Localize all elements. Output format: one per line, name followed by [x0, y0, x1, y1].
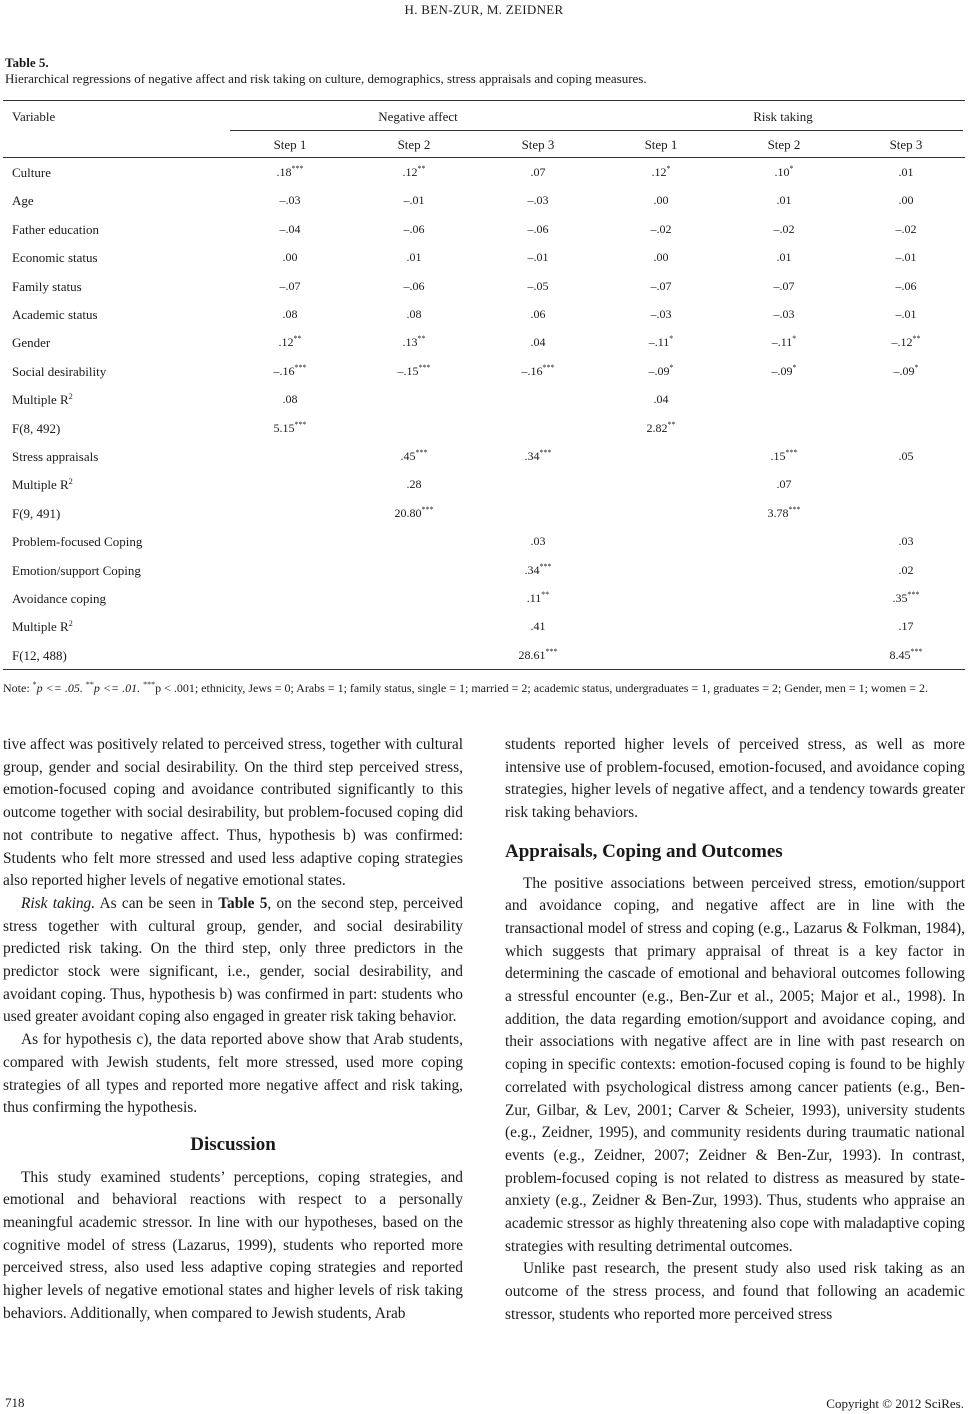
table-cell: 28.61*** — [518, 646, 558, 662]
group-header-risk-taking: Risk taking — [753, 109, 813, 124]
copyright: Copyright © 2012 SciRes. — [826, 1396, 964, 1411]
paragraph: tive affect was positively related to perceived stress, together with cultural group, gender and social desirability. On the third step perceived stress, emotion-focused coping and avoidance contributed significantly to this outcome together with social desirability, but problem-focused coping did not contribute to negative affect. Thus, hypothesis b) was confirmed: Students who felt more stressed and used less adaptive coping strategies also reported higher levels of negative emotional states. — [3, 736, 463, 890]
table-caption: Hierarchical regressions of negative affect and risk taking on culture, demographics, stress appraisals and coping measures. — [5, 71, 647, 86]
col-header-step: Step 3 — [889, 137, 923, 152]
group-header-rule — [230, 130, 963, 131]
table-cell: .34*** — [524, 448, 552, 463]
table-cell: .13** — [402, 334, 426, 350]
table-row — [3, 585, 965, 613]
table-reference: Table 5 — [218, 894, 268, 912]
row-label: Problem-focused Coping — [12, 534, 143, 550]
group-header-negative-affect: Negative affect — [378, 109, 458, 124]
paragraph: Unlike past research, the present study also used risk taking as an outcome of the stress process, and found that following an academic stressor, students who reported more perceived stress — [505, 1260, 965, 1323]
table-row — [3, 528, 965, 556]
table-cell: –.12** — [891, 334, 921, 350]
left-text-column — [3, 734, 463, 1326]
table-row — [3, 187, 965, 215]
table-cell: –.05 — [527, 278, 549, 293]
table-cell: –.02 — [773, 221, 795, 236]
row-label: Multiple $R^2$ — [12, 477, 73, 493]
row-label: Avoidance coping — [12, 591, 106, 606]
right-text-column — [505, 734, 965, 1327]
row-label: Gender — [12, 335, 51, 351]
table-row — [3, 613, 965, 641]
table-cell: –.06 — [895, 278, 917, 293]
table-cell: –.06 — [403, 221, 425, 236]
table-cell: .01 — [898, 165, 914, 179]
table-cell: .45*** — [400, 448, 428, 463]
col-header-step: Step 1 — [273, 137, 307, 152]
row-label: Multiple $R^2$ — [12, 392, 73, 408]
table-cell: .04 — [530, 335, 546, 350]
row-label: Family status — [12, 278, 82, 294]
table-cell: .10* — [774, 164, 794, 179]
table-row — [3, 273, 965, 301]
run-in-heading: Risk taking. — [21, 894, 96, 912]
page-number: 718 — [5, 1395, 25, 1410]
table-cell: .41 — [530, 619, 546, 634]
table-cell: .02 — [898, 562, 914, 577]
table-cell: –.09* — [893, 362, 919, 378]
table-cell: .00 — [653, 250, 669, 265]
running-head: H. BEN-ZUR, M. ZEIDNER — [404, 2, 564, 17]
table-cell: .01 — [776, 250, 792, 265]
table-row — [3, 415, 965, 443]
table-cell: –.01 — [895, 307, 917, 321]
table-cell: .06 — [530, 307, 546, 321]
table-cell: .35*** — [892, 590, 920, 605]
col-header-step: Step 2 — [397, 137, 431, 152]
row-label: Age — [12, 193, 34, 209]
table-cell: .03 — [898, 534, 914, 549]
table-cell: .28 — [406, 477, 422, 492]
table-cell: .12* — [651, 164, 671, 179]
table-cell: .08 — [406, 307, 422, 321]
table-cell: –.03 — [279, 193, 301, 208]
row-label: F(9, 491) — [12, 505, 61, 521]
table-row — [3, 557, 965, 585]
table-cell: .01 — [406, 250, 422, 265]
table-cell: .08 — [282, 392, 298, 407]
table-cell: –.09* — [648, 362, 674, 378]
table-cell: .01 — [776, 193, 792, 208]
table-cell: –.01 — [527, 250, 549, 265]
paragraph: Risk taking. As can be seen in Table 5, on the second step, perceived stress together with cultural group, gender, and social desirability predicted risk taking. On the third step, only three predictors in the predictor stock were significant, i.e., gender, social desirability, and avoidant coping. Thus, hypothesis b) was confirmed in part: students who used greater avoidant coping also engaged in greater risk taking behavior. — [3, 894, 463, 1026]
table-cell: .34*** — [524, 561, 552, 577]
section-heading: Appraisals, Coping and Outcomes — [505, 840, 783, 862]
row-label: Multiple $R^2$ — [12, 619, 73, 635]
table-cell: –.16*** — [273, 362, 307, 378]
table-cell: –.01 — [403, 193, 425, 208]
table-cell: –.16*** — [521, 362, 555, 378]
col-header-step: Step 3 — [521, 137, 555, 152]
table-cell: –.07 — [773, 278, 795, 293]
table-cell: .18*** — [276, 164, 304, 179]
table-cell: –.07 — [279, 278, 301, 293]
table-cell: .17 — [898, 619, 914, 634]
table-cell: –.15*** — [397, 362, 431, 378]
paragraph: The positive associations between perceived stress, emotion/support and avoidance coping, and negative affect are in line with the transactional model of stress and coping (e.g., Lazarus & Folkman, 1984), which suggests that primary appraisal of threat is a key factor in determining the cascade of emotional and behavioral outcomes following a stressful encounter (e.g., Ben-Zur et al., 2005; Major et al., 1998). In addition, the data regarding emotion/support and avoidance coping, and their associations with negative affect are in line with past research on coping in specific contexts: emotion-focused coping is found to be highly correlated with psychological distress among cancer patients (e.g., Ben-Zur, Gilbar, & Lev, 2001; Carver & Scheier, 1993), university students (e.g., Zeidner, 1995), and community residents during traumatic national events (e.g., Zeidner, 2007; Zeidner & Ben-Zur, 1993). In contrast, problem-focused coping is not related to distress as measured by state-anxiety (e.g., Zeidner & Ben-Zur, 1993). Thus, students who appraise an academic stressor as highly threatening also cope with maladaptive coping strategies with resulting detrimental outcomes. — [505, 874, 965, 1255]
table-cell: .00 — [282, 250, 298, 265]
table-cell: .15*** — [770, 448, 798, 463]
table-cell: –.03 — [650, 307, 672, 321]
table-cell: –.04 — [279, 221, 301, 236]
table-cell: 2.82** — [646, 419, 676, 435]
row-label: Culture — [12, 165, 51, 180]
table-cell: –.07 — [650, 278, 672, 293]
table-cell: –.02 — [650, 221, 672, 236]
row-label: Stress appraisals — [12, 449, 99, 464]
row-label: F(8, 492) — [12, 420, 61, 436]
table-cell: –.11* — [771, 334, 797, 350]
table-cell: .12** — [278, 334, 302, 350]
row-label: Social desirability — [12, 363, 107, 379]
row-label: F(12, 488) — [12, 647, 67, 663]
table-cell: .04 — [653, 392, 669, 407]
col-header-variable: Variable — [12, 109, 56, 124]
paragraph: students reported higher levels of perceived stress, as well as more intensive use of problem-focused, emotion-focused, and avoidance coping strategies, higher levels of negative affect, and a tendency towards greater risk taking behaviors. — [505, 736, 965, 822]
table-cell: .07 — [776, 477, 792, 492]
table-row — [3, 500, 965, 528]
table-cell: 5.15*** — [273, 419, 307, 435]
table-cell: 3.78*** — [767, 504, 801, 520]
row-label: Father education — [12, 221, 99, 237]
col-header-step: Step 2 — [767, 137, 801, 152]
table-row — [3, 159, 965, 187]
table-cell: –.06 — [403, 278, 425, 293]
table-note: Note: *p <= .05. **p <= .01. ***p < .001; ethnicity, Jews = 0; Arabs = 1; family status, single = 1; married = 2; academic status, undergraduates = 1, graduates = 2; Gender, men = 1; women = 2. — [3, 680, 929, 695]
table-cell: –.03 — [773, 307, 795, 321]
table-cell: .00 — [898, 193, 914, 208]
table-cell: .05 — [898, 449, 914, 463]
table-cell: .07 — [530, 165, 546, 179]
paragraph: This study examined students’ perceptions, coping strategies, and emotional and behavioral reactions with respect to a personally meaningful academic stressor. In line with our hypotheses, based on the cognitive model of stress (Lazarus, 1999), students who reported more perceived stress, also used less adaptive coping strategies and reported higher levels of negative emotional states and higher levels of risk taking behaviors. Additionally, when compared to Jewish students, Arab — [3, 1168, 463, 1322]
header-bottom-rule — [3, 157, 965, 158]
row-label: Economic status — [12, 250, 98, 266]
table-row — [3, 216, 965, 244]
table-cell: –.06 — [527, 221, 549, 236]
table-top-rule — [3, 100, 965, 101]
col-header-step: Step 1 — [644, 137, 678, 152]
table-row — [3, 244, 965, 272]
table-cell: 20.80*** — [394, 504, 434, 520]
table-cell: .00 — [653, 193, 669, 208]
table-cell: .11** — [526, 590, 550, 605]
table-cell: –.01 — [895, 250, 917, 265]
table-row — [3, 642, 965, 670]
table-title: Table 5. — [5, 55, 49, 70]
table-cell: –.11* — [648, 334, 674, 350]
row-label: Emotion/support Coping — [12, 562, 141, 578]
row-label: Academic status — [12, 307, 98, 322]
table-cell: .12** — [402, 164, 426, 179]
table-row — [3, 386, 965, 414]
table-row — [3, 443, 965, 471]
table-cell: 8.45*** — [889, 646, 923, 662]
table-cell: –.09* — [771, 362, 797, 378]
paragraph: As for hypothesis c), the data reported above show that Arab students, compared with Jewish students, felt more stressed, used more coping strategies of all types and reported more negative affect and risk taking, thus confirming the hypothesis. — [3, 1031, 463, 1117]
table-row — [3, 358, 965, 386]
table-bottom-rule — [3, 669, 965, 670]
table-row — [3, 301, 965, 329]
table-row — [3, 471, 965, 499]
table-cell: .03 — [530, 534, 546, 549]
section-heading: Discussion — [190, 1133, 276, 1155]
table-row — [3, 329, 965, 357]
table-cell: –.02 — [895, 221, 917, 236]
table-cell: .08 — [282, 307, 298, 321]
table-cell: –.03 — [527, 193, 549, 208]
